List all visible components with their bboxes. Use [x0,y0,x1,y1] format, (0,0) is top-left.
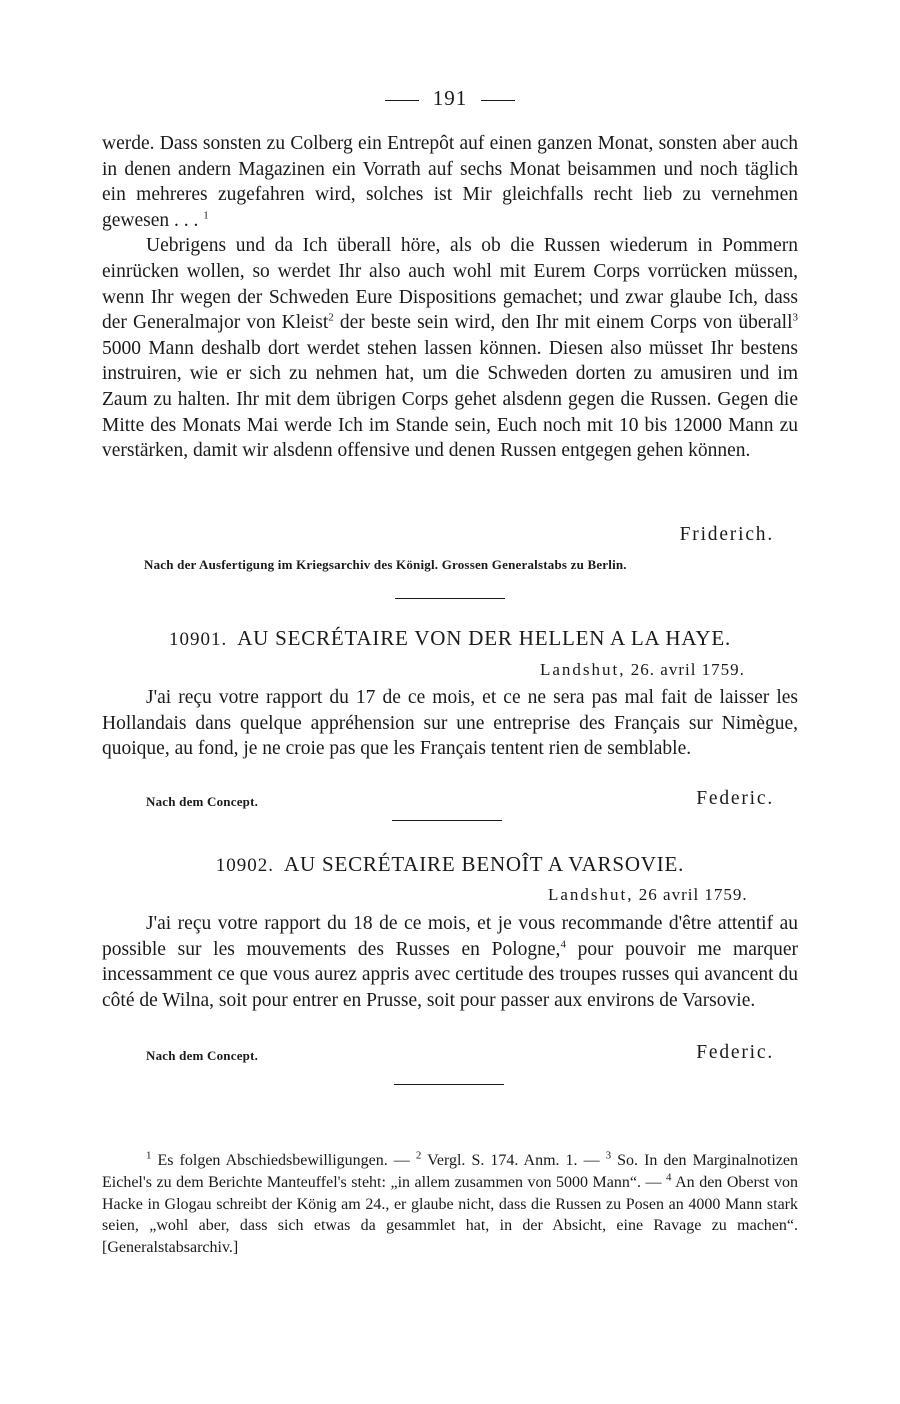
letter-10901-body [102,685,798,762]
page-number-line [0,86,900,111]
letter-10900-body [102,131,798,464]
footnote-ref-1: 1 [203,209,209,222]
letter-10902-signature-row [102,1042,798,1068]
letter-10902-text-a: J'ai reçu votre rapport du 18 de ce mois, et je vous recommande d'être attentif au possible sur les mouvements des Russes en Pologne, [102,913,798,960]
footnote-ref-4: 4 [560,938,566,951]
letter-10900-source: Nach der Ausfertigung im Kriegsarchiv des Königl. Grossen Generalstabs zu Berlin. [144,557,627,572]
letter-10900-paragraph-1 [102,131,798,233]
letter-10901-heading [0,626,900,651]
letter-10901-signature: Federic. [696,788,774,809]
letter-10901-place: Landshut, [540,660,626,679]
footnote-ref-3: 3 [792,311,799,324]
page-number-rule-right [481,100,515,101]
paragraph-1-text: werde. Dass sonsten zu Colberg ein Entrepôt auf einen ganzen Monat, sonsten aber auch in denen andern Magazinen ein Vorrath auf sechs Monat beisammen und noch täglich ein mehreres zugefahren wird, solches ist Mir gleichfalls recht lieb zu vernehmen gewesen . . . [102,133,798,231]
paragraph-2-text-c: 5000 Mann deshalb dort werdet stehen lassen können. Diesen also müsset Ihr bestens instruiren, wie er sich zu nehmen hat, um die Schweden dorten zu amusiren und im Zaum zu halten. Ihr mit dem übrigen Corps gehet alsdenn gegen die Russen. Gegen die Mitte des Monats Mai werde Ich im Stande sein, Euch noch mit 10 bis 12000 Mann zu verstärken, damit wir alsdenn offensive und denen Russen entgegen gehen können. [102,337,798,462]
footnote-4-text: An den Oberst von Hacke in Glogau schreibt der König am 24., er glaube nicht, dass die Russen zu Posen an 4000 Mann stark seien, „wohl aber, dass sich etwas da gesammlet hat, in der Absicht, eine Ravage zu machen“. [Generalstabsarchiv.] [102,1173,798,1257]
letter-10900-signature: Friderich. [679,524,774,545]
footnotes [102,1150,798,1259]
letter-10902-dateline [548,885,748,905]
page-number-rule-left [385,100,419,101]
letter-10902-number: 10902. [215,855,275,876]
footnote-2-text: Vergl. S. 174. Anm. 1. — [421,1152,606,1169]
letter-10902-title: AU SECRÉTAIRE BENOÎT A VARSOVIE. [284,852,685,876]
letter-10901-source: Nach dem Concept. [146,794,259,809]
page-number: 191 [432,86,468,110]
section-divider-1 [395,598,505,599]
letter-10901-dateline [540,660,745,680]
footnote-4-marker: 4 [666,1171,672,1184]
section-divider-2 [392,820,502,821]
paragraph-2-text-b: der beste sein wird, den Ihr mit einem Corps von überall [333,312,793,334]
letter-10901-date: 26. avril 1759. [630,660,745,679]
letter-10902-place: Landshut, [548,885,634,904]
letter-10901-signature-row [102,788,798,814]
letter-10902-text-b: pour pouvoir me marquer incessamment ce que vous aurez appris avec certitude des troupes russes qui avancent du côté de Wilna, soit pour entrer en Prusse, soit pour passer aux environs de Varsovie. [102,938,798,1011]
footnotes-paragraph [102,1150,798,1259]
letter-10902-body [102,911,798,1013]
letter-10901-number: 10901. [168,629,228,650]
letter-10900-signature-row [102,524,798,550]
footnote-3-marker: 3 [605,1149,612,1162]
letter-10901-title: AU SECRÉTAIRE VON DER HELLEN A LA HAYE. [237,626,732,650]
footnote-2-marker: 2 [415,1149,422,1162]
letter-10902-source: Nach dem Concept. [146,1048,259,1063]
footnote-1-text: Es folgen Abschiedsbewilligungen. — [151,1152,416,1169]
footnote-1-marker: 1 [146,1149,152,1162]
section-divider-3 [394,1084,504,1085]
footnote-ref-2: 2 [328,311,334,324]
paragraph-2-text-a: Uebrigens und da Ich überall höre, als ob die Russen wiederum in Pommern einrücken wollen, so werdet Ihr also auch wohl mit Eurem Corps vorrücken müssen, wenn Ihr wegen der Schweden Eure Dispositions gemachet; und zwar glaube Ich, dass der Generalmajor von Kleist [102,235,798,334]
letter-10901-text: J'ai reçu votre rapport du 17 de ce mois, et ce ne sera pas mal fait de laisser les Hollandais dans quelque appréhension sur une entreprise des Français sur Nimègue, quoique, au fond, je ne croie pas que les Français tentent rien de semblable. [102,687,798,760]
letter-10902-text [102,911,798,1013]
letter-10902-signature: Federic. [696,1042,774,1063]
footnote-3-text: So. In den Marginalnotizen Eichel's zu dem Berichte Manteuffel's steht: „in allem zusammen von 5000 Mann“. — [102,1152,799,1191]
letter-10902-heading [0,852,900,877]
letter-10900-paragraph-2 [102,233,798,463]
letter-10902-date: 26 avril 1759. [638,885,748,904]
